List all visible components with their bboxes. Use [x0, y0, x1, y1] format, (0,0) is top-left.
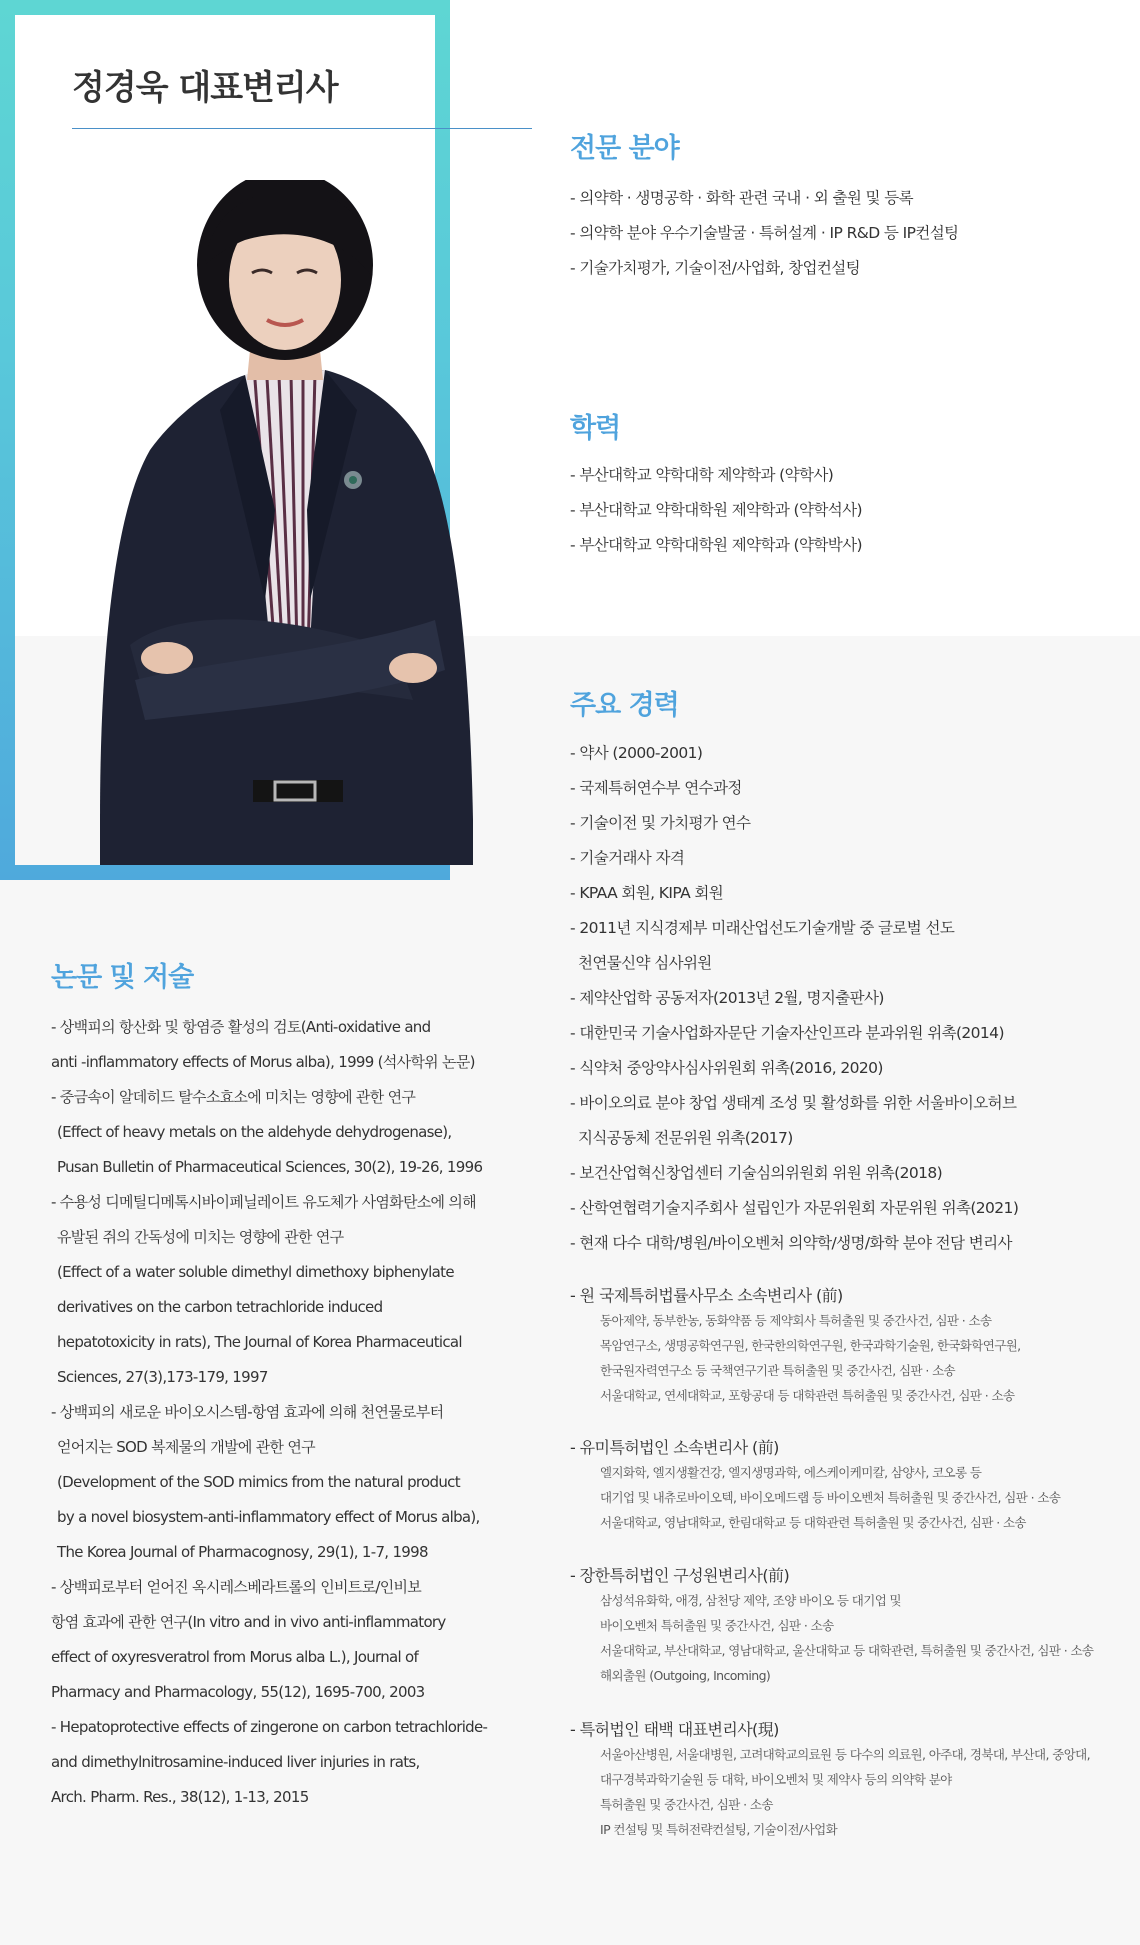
- career-heading: 주요 경력: [570, 690, 679, 721]
- position-block: [570, 1564, 1120, 1688]
- list-item: - 중금속이 알데히드 탈수소효소에 미치는 영향에 관한 연구 (Effect of heavy metals on the aldehyde dehydrogenase), Pusan Bulletin of Pharmaceutical Sciences, 30(2), 19-26, 1996: [51, 1088, 483, 1176]
- position-detail: IP 컨설팅 및 특허전략컨설팅, 기술이전/사업화: [600, 1822, 838, 1837]
- position-detail: 해외출원 (Outgoing, Incoming): [600, 1668, 771, 1683]
- position-block: [570, 1436, 1120, 1535]
- position-detail: 대구경북과학기술원 등 대학, 바이오벤처 및 제약사 등의 의약학 분야: [600, 1772, 952, 1787]
- position-detail: 목암연구소, 생명공학연구원, 한국한의학연구원, 한국과학기술원, 한국화학연구원,: [600, 1338, 1021, 1353]
- education-heading: 학력: [570, 413, 621, 444]
- list-item: - 상백피의 항산화 및 항염증 활성의 검토(Anti-oxidative and anti -inflammatory effects of Morus alba), 1999 (석사학위 논문): [51, 1018, 475, 1071]
- publications-heading: 논문 및 저술: [51, 962, 194, 993]
- list-item: - 의약학 분야 우수기술발굴 · 특허설계 · IP R&D 등 IP컨설팅: [570, 224, 959, 242]
- position-detail: 서울아산병원, 서울대병원, 고려대학교의료원 등 다수의 의료원, 아주대, 경북대, 부산대, 중앙대,: [600, 1747, 1091, 1762]
- education-list: [570, 458, 862, 563]
- list-item: - 국제특허연수부 연수과정: [570, 779, 742, 797]
- list-item: - 부산대학교 약학대학원 제약학과 (약학박사): [570, 536, 862, 554]
- position-detail: 특허출원 및 중간사건, 심판 · 소송: [600, 1797, 773, 1812]
- list-item: - 상백피의 새로운 바이오시스템-항염 효과에 의해 천연물로부터 얻어지는 SOD 복제물의 개발에 관한 연구 (Development of the SOD mimics from the natural product by a novel biosystem-anti-inflammatory effect of Morus alba), The Korea Journal of Pharmacognosy, 29(1), 1-7, 1998: [51, 1403, 480, 1561]
- list-item: - 산학연협력기술지주회사 설립인가 자문위원회 자문위원 위촉(2021): [570, 1199, 1019, 1217]
- position-title: - 유미특허법인 소속변리사 (前): [570, 1438, 779, 1457]
- publications-list: [51, 1010, 521, 1815]
- position-block: [570, 1718, 1120, 1842]
- list-item: - 부산대학교 약학대학원 제약학과 (약학석사): [570, 501, 862, 519]
- position-detail: 바이오벤처 특허출원 및 중간사건, 심판 · 소송: [600, 1618, 834, 1633]
- list-item: - 2011년 지식경제부 미래산업선도기술개발 중 글로벌 선도 천연물신약 심사위원: [570, 919, 955, 972]
- attorney-portrait: [95, 180, 475, 865]
- position-detail: 서울대학교, 연세대학교, 포항공대 등 대학관련 특허출원 및 중간사건, 심판 · 소송: [600, 1388, 1015, 1403]
- list-item: - 의약학 · 생명공학 · 화학 관련 국내 · 외 출원 및 등록: [570, 189, 913, 207]
- position-detail: 한국원자력연구소 등 국책연구기관 특허출원 및 중간사건, 심판 · 소송: [600, 1363, 956, 1378]
- position-detail: 동아제약, 동부한농, 동화약품 등 제약회사 특허출원 및 중간사건, 심판 · 소송: [600, 1313, 992, 1328]
- list-item: - 기술이전 및 가치평가 연수: [570, 814, 751, 832]
- career-list: [570, 736, 1018, 1261]
- position-title: - 장한특허법인 구성원변리사(前): [570, 1566, 790, 1585]
- list-item: - 식약처 중앙약사심사위원회 위촉(2016, 2020): [570, 1059, 883, 1077]
- name-divider: [72, 128, 532, 129]
- position-detail: 서울대학교, 부산대학교, 영남대학교, 울산대학교 등 대학관련, 특허출원 및 중간사건, 심판 · 소송: [600, 1643, 1094, 1658]
- position-detail: 대기업 및 내츄로바이오텍, 바이오메드랩 등 바이오벤처 특허출원 및 중간사건, 심판 · 소송: [600, 1490, 1061, 1505]
- list-item: - 기술거래사 자격: [570, 849, 685, 867]
- list-item: - 상백피로부터 얻어진 옥시레스베라트롤의 인비트로/인비보 항염 효과에 관한 연구(In vitro and in vivo anti-inflammatory effect of oxyresveratrol from Morus alba L.), Journal of Pharmacy and Pharmacology, 55(12), 1695-700, 2003: [51, 1578, 446, 1701]
- list-item: - 수용성 디메틸디메톡시바이페닐레이트 유도체가 사염화탄소에 의해 유발된 쥐의 간독성에 미치는 영향에 관한 연구 (Effect of a water soluble dimethyl dimethoxy biphenylate derivatives on the carbon tetrachloride induced hepatotoxicity in rats), The Journal of Korea Pharmaceutical Sciences, 27(3),173-179, 1997: [51, 1193, 476, 1386]
- position-detail: 엘지화학, 엘지생활건강, 엘지생명과학, 에스케이케미칼, 삼양사, 코오롱 등: [600, 1465, 982, 1480]
- list-item: - 대한민국 기술사업화자문단 기술자산인프라 분과위원 위촉(2014): [570, 1024, 1004, 1042]
- list-item: - 바이오의료 분야 창업 생태계 조성 및 활성화를 위한 서울바이오허브 지식공동체 전문위원 위촉(2017): [570, 1094, 1017, 1147]
- list-item: - 부산대학교 약학대학 제약학과 (약학사): [570, 466, 834, 484]
- expertise-list: [570, 181, 958, 286]
- list-item: - 보건산업혁신창업센터 기술심의위원회 위원 위촉(2018): [570, 1164, 943, 1182]
- position-title: - 특허법인 태백 대표변리사(現): [570, 1720, 779, 1739]
- list-item: - 현재 다수 대학/병원/바이오벤처 의약학/생명/화학 분야 전담 변리사: [570, 1234, 1012, 1252]
- list-item: - 약사 (2000-2001): [570, 744, 703, 762]
- position-detail: 서울대학교, 영남대학교, 한림대학교 등 대학관련 특허출원 및 중간사건, 심판 · 소송: [600, 1515, 1026, 1530]
- expertise-heading: 전문 분야: [570, 133, 679, 164]
- list-item: - Hepatoprotective effects of zingerone on carbon tetrachloride- and dimethylnitrosamine-induced liver injuries in rats, Arch. Pharm. Res., 38(12), 1-13, 2015: [51, 1718, 488, 1806]
- attorney-name: 정경욱 대표변리사: [72, 68, 338, 108]
- list-item: - 제약산업학 공동저자(2013년 2월, 명지출판사): [570, 989, 884, 1007]
- list-item: - KPAA 회원, KIPA 회원: [570, 884, 724, 902]
- position-block: [570, 1284, 1120, 1408]
- position-detail: 삼성석유화학, 애경, 삼천당 제약, 조양 바이오 등 대기업 및: [600, 1593, 902, 1608]
- position-title: - 원 국제특허법률사무소 소속변리사 (前): [570, 1286, 843, 1305]
- list-item: - 기술가치평가, 기술이전/사업화, 창업컨설팅: [570, 259, 860, 277]
